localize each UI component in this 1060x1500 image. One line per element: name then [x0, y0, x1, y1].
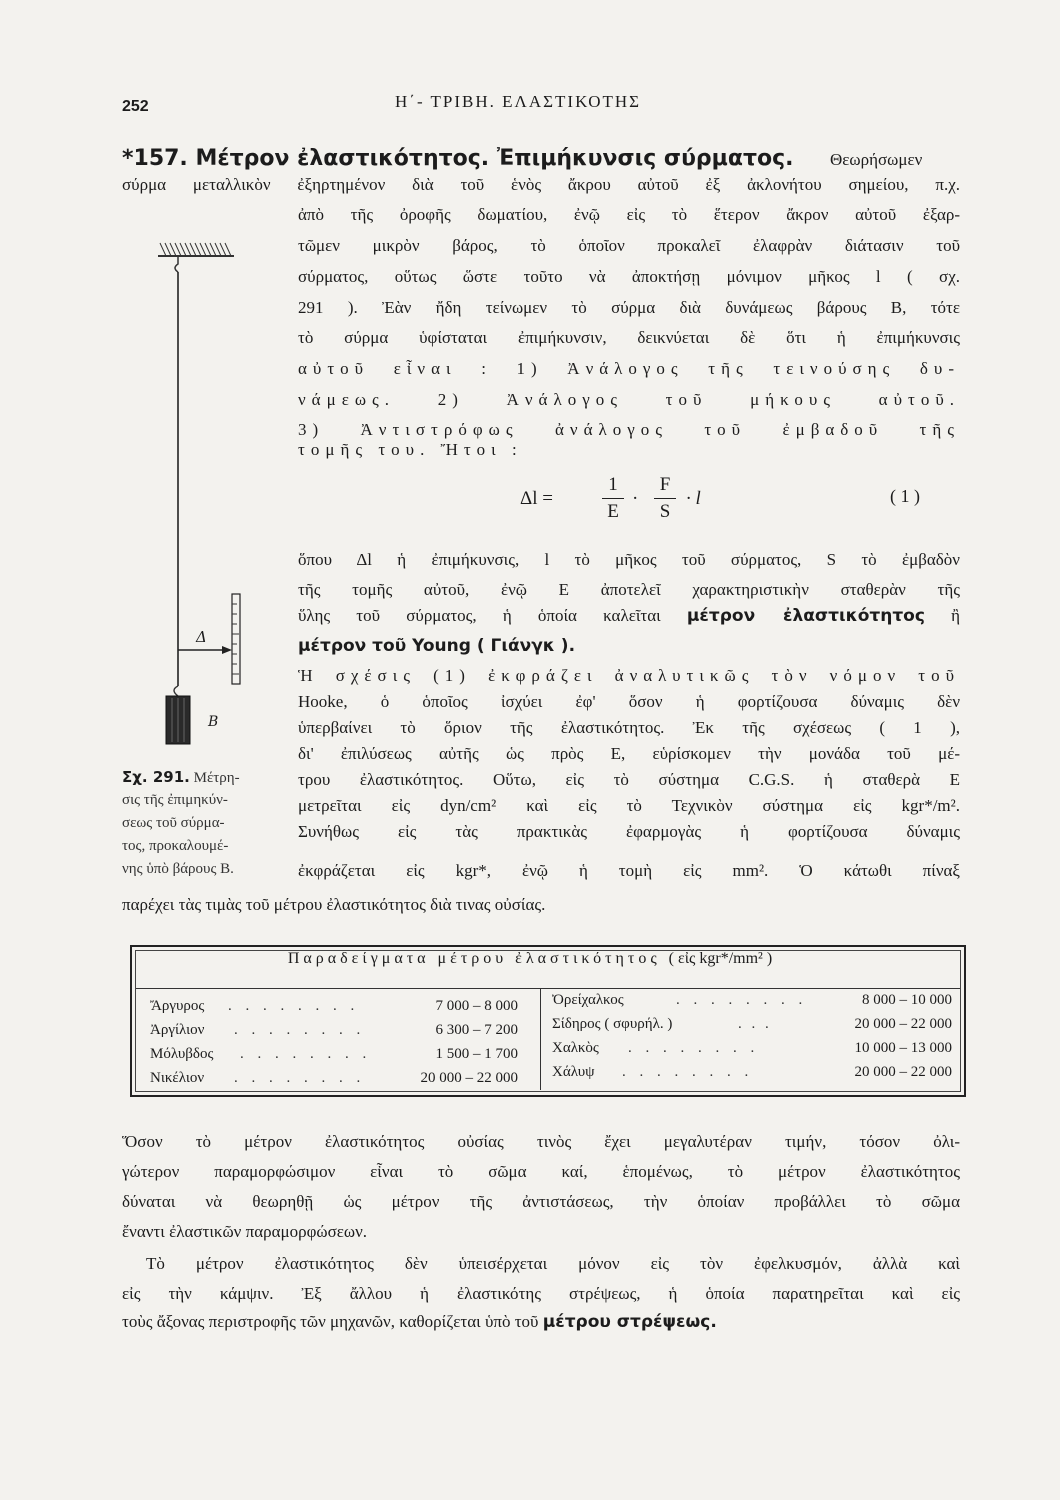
caption-text: Μέτρη- — [193, 770, 240, 786]
material-value: 7 000 – 8 000 — [435, 998, 518, 1014]
material-name: Νικέλιον — [150, 1070, 205, 1086]
figure-wire-elongation — [150, 238, 290, 758]
equation-number: ( 1 ) — [890, 486, 920, 506]
text-line: εἰς τὴν κάμψιν. Ἐξ ἄλλου ἡ ἐλαστικότης στρέψεως, ἡ ὁποία παρατηρεῖται καὶ εἰς — [122, 1284, 960, 1303]
running-title: Η΄- ΤΡΙΒΗ. ΕΛΑΣΤΙΚΟΤΗΣ — [395, 92, 642, 111]
material-value: 10 000 – 13 000 — [854, 1040, 952, 1056]
table-divider — [136, 988, 960, 989]
table-title-text: Παραδείγματα μέτρου ἐλαστικότητος — [287, 950, 661, 967]
text-line: τὸ σύρμα ὑφίσταται ἐπιμήκυνσιν, δεικνύεται δὲ ὅτι ἡ ἐπιμήκυνσις — [298, 328, 960, 347]
label-b: B — [208, 714, 219, 730]
text-fragment: ἢ — [951, 606, 961, 625]
label-delta: Δ — [196, 628, 207, 646]
fraction-1-over-e — [602, 474, 624, 523]
text-line: σύρματος, οὕτως ὥστε τοῦτο νὰ ἀποκτήσῃ μόνιμον μῆκος l ( σχ. — [298, 267, 960, 286]
formula-denominator: S — [659, 501, 671, 522]
pointer-tip — [222, 646, 232, 654]
text-line: ἐκφράζεται εἰς kgr*, ἐνῷ ἡ τομὴ εἰς mm². Ὁ κάτωθι πίναξ — [298, 861, 960, 880]
material-name: Μόλυβδος — [150, 1046, 214, 1062]
material-name: Ἀργίλιον — [150, 1022, 205, 1038]
fraction-f-over-s — [654, 474, 676, 523]
formula-lhs: Δl = — [520, 488, 553, 509]
figure-caption-line: νης ὑπὸ βάρους B. — [122, 861, 234, 877]
figure-caption-line — [122, 766, 240, 790]
fraction-bar — [654, 498, 676, 499]
leader-dots: . . . . . . . . — [628, 1040, 760, 1056]
table-column-divider — [540, 988, 541, 1090]
text-line: δύναται νὰ θεωρηθῇ ὡς μέτρον τῆς ἀντιστάσεως, τὴν ὁποίαν προβάλλει τὸ σῶμα — [122, 1192, 960, 1211]
material-name: Χαλκὸς — [552, 1040, 599, 1056]
material-value: 20 000 – 22 000 — [854, 1016, 952, 1032]
leader-dots: . . . . . . . . — [240, 1046, 372, 1062]
text-line: Τὸ μέτρον ἐλαστικότητος δὲν ὑπεισέρχεται μόνον εἰς τὸν ἐφελκυσμόν, ἀλλὰ καὶ — [146, 1254, 960, 1273]
hook — [175, 256, 178, 272]
text-line: ἀπὸ τῆς ὀροφῆς δωματίου, ἐνῷ εἰς τὸ ἕτερον ἄκρον αὐτοῦ ἐξαρ- — [298, 205, 960, 224]
material-value: 6 300 – 7 200 — [435, 1022, 518, 1038]
text-fragment: ὕλης τοῦ σύρματος, ἡ ὁποία καλεῖται — [298, 606, 661, 625]
material-name: Σίδηρος ( σφυρήλ. ) — [552, 1016, 673, 1032]
text-line: 3) Ἀντιστρόφως ἀνάλογος τοῦ ἐμβαδοῦ τῆς — [298, 420, 960, 439]
text-line: μετρεῖται εἰς dyn/cm² καὶ εἰς τὸ Τεχνικὸν σύστημα εἰς kgr*/m². — [298, 796, 960, 815]
leader-dots: . . . . . . . . — [228, 998, 360, 1014]
text-line-bold: μέτρον τοῦ Young ( Γιάνγκ ). — [298, 636, 576, 656]
section-heading: *157. Μέτρον ἐλαστικότητος. Ἐπιμήκυνσις σύρματος. — [122, 146, 794, 171]
figure-drawing — [150, 238, 290, 758]
text-line: γώτερον παραμορφώσιμον εἶναι τὸ σῶμα καί, ἑπομένως, τὸ μέτρον ἐλαστικότητος — [122, 1162, 960, 1181]
material-name: Χάλυψ — [552, 1064, 595, 1080]
material-value: 20 000 – 22 000 — [420, 1070, 518, 1086]
text-line: ὅπου Δl ἡ ἐπιμήκυνσις, l τὸ μῆκος τοῦ σύρματος, S τὸ ἐμβαδὸν — [298, 550, 960, 569]
text-line: νάμεως. 2) Ἀνάλογος τοῦ μήκους αὐτοῦ. — [298, 390, 960, 409]
figure-caption-label: Σχ. 291. — [122, 768, 190, 786]
ceiling-hatch — [158, 243, 234, 256]
weight-hook — [174, 686, 178, 696]
leader-dots: . . . . . . . . — [234, 1070, 366, 1086]
table-title — [0, 950, 1060, 968]
text-line: Ὅσον τὸ μέτρον ἐλαστικότητος οὐσίας τινὸς ἔχει μεγαλυτέραν τιμήν, τόσον ὀλι- — [122, 1132, 960, 1151]
measuring-scale — [232, 594, 240, 684]
formula-numerator: 1 — [608, 474, 618, 495]
text-line: Hooke, ὁ ὁποῖος ἰσχύει ἐφ' ὅσον ἡ φορτίζουσα δύναμις δὲν — [298, 692, 960, 711]
fraction-bar — [602, 498, 624, 499]
heading-continuation: Θεωρήσωμεν — [830, 150, 923, 169]
term-bold: μέτρον ἐλαστικότητος — [686, 606, 925, 626]
text-line: τομῆς του. Ἤτοι : — [298, 440, 523, 459]
leader-dots: . . . . . . . . — [234, 1022, 366, 1038]
text-line: ἔναντι ἐλαστικῶν παραμορφώσεων. — [122, 1222, 368, 1241]
text-line: Ἡ σχέσις (1) ἐκφράζει ἀναλυτικῶς τὸν νόμον τοῦ — [298, 666, 960, 685]
text-line: δι' ἐπιλύσεως αὐτῆς ὡς πρὸς E, εὑρίσκομεν τὴν μονάδα τοῦ μέ- — [298, 744, 960, 763]
leader-dots: . . . . . . . . — [622, 1064, 754, 1080]
text-line: παρέχει τὰς τιμὰς τοῦ μέτρου ἐλαστικότητος διὰ τινας οὐσίας. — [122, 895, 546, 914]
leader-dots: . . . — [738, 1016, 772, 1032]
text-line: ὑπερβαίνει τὸ ὅριον τῆς ἐλαστικότητος. Ἐκ τῆς σχέσεως ( 1 ), — [298, 718, 960, 737]
text-line — [298, 604, 960, 628]
text-line: Συνήθως εἰς τὰς πρακτικὰς ἐφαρμογὰς ἡ φορτίζουσα δύναμις — [298, 822, 960, 841]
scale-ticks — [232, 604, 239, 674]
text-line: τῆς τομῆς αὐτοῦ, ἐνῷ E ἀποτελεῖ χαρακτηριστικὴν σταθερὰν τῆς — [298, 580, 960, 599]
formula-tail: · l — [686, 488, 701, 509]
text-line: τῶμεν μικρὸν βάρος, τὸ ὁποῖον προκαλεῖ ἐλαφρὰν διάτασιν τοῦ — [298, 236, 960, 255]
text-line: σύρμα μεταλλικὸν ἐξηρτημένον διὰ τοῦ ἑνὸς ἄκρου αὐτοῦ ἐξ ἀκλονήτου σημείου, π.χ. — [122, 175, 960, 194]
text-fragment: τοὺς ἄξονας περιστροφῆς τῶν μηχανῶν, καθορίζεται ὑπὸ τοῦ — [122, 1312, 539, 1331]
formula-dot: · — [632, 488, 639, 509]
material-value: 20 000 – 22 000 — [854, 1064, 952, 1080]
text-line: αὐτοῦ εἶναι : 1) Ἀνάλογος τῆς τεινούσης δυ- — [298, 359, 960, 378]
leader-dots: . . . . . . . . — [676, 992, 808, 1008]
material-value: 1 500 – 1 700 — [435, 1046, 518, 1062]
text-line: τρου ἐλαστικότητος. Οὕτω, εἰς τὸ σύστημα C.G.S. ἡ σταθερὰ E — [298, 770, 960, 789]
term-bold: μέτρου στρέψεως. — [542, 1312, 717, 1332]
material-value: 8 000 – 10 000 — [862, 992, 952, 1008]
page-number: 252 — [122, 98, 149, 115]
text-line — [122, 1310, 960, 1334]
material-name: Ἄργυρος — [150, 998, 205, 1014]
formula-numerator: F — [659, 474, 671, 495]
figure-caption-line: σις τῆς ἐπιμηκύν- — [122, 792, 228, 808]
text-line: 291 ). Ἐὰν ἤδη τείνωμεν τὸ σύρμα διὰ δυνάμεως βάρους B, τότε — [298, 298, 960, 317]
figure-caption-line: τος, προκαλουμέ- — [122, 838, 229, 854]
figure-caption-line: σεως τοῦ σύρμα- — [122, 815, 225, 831]
formula-denominator: E — [607, 501, 619, 522]
material-name: Ὀρείχαλκος — [552, 992, 624, 1008]
table-title-unit: ( εἰς kgr*/mm² ) — [668, 950, 773, 967]
